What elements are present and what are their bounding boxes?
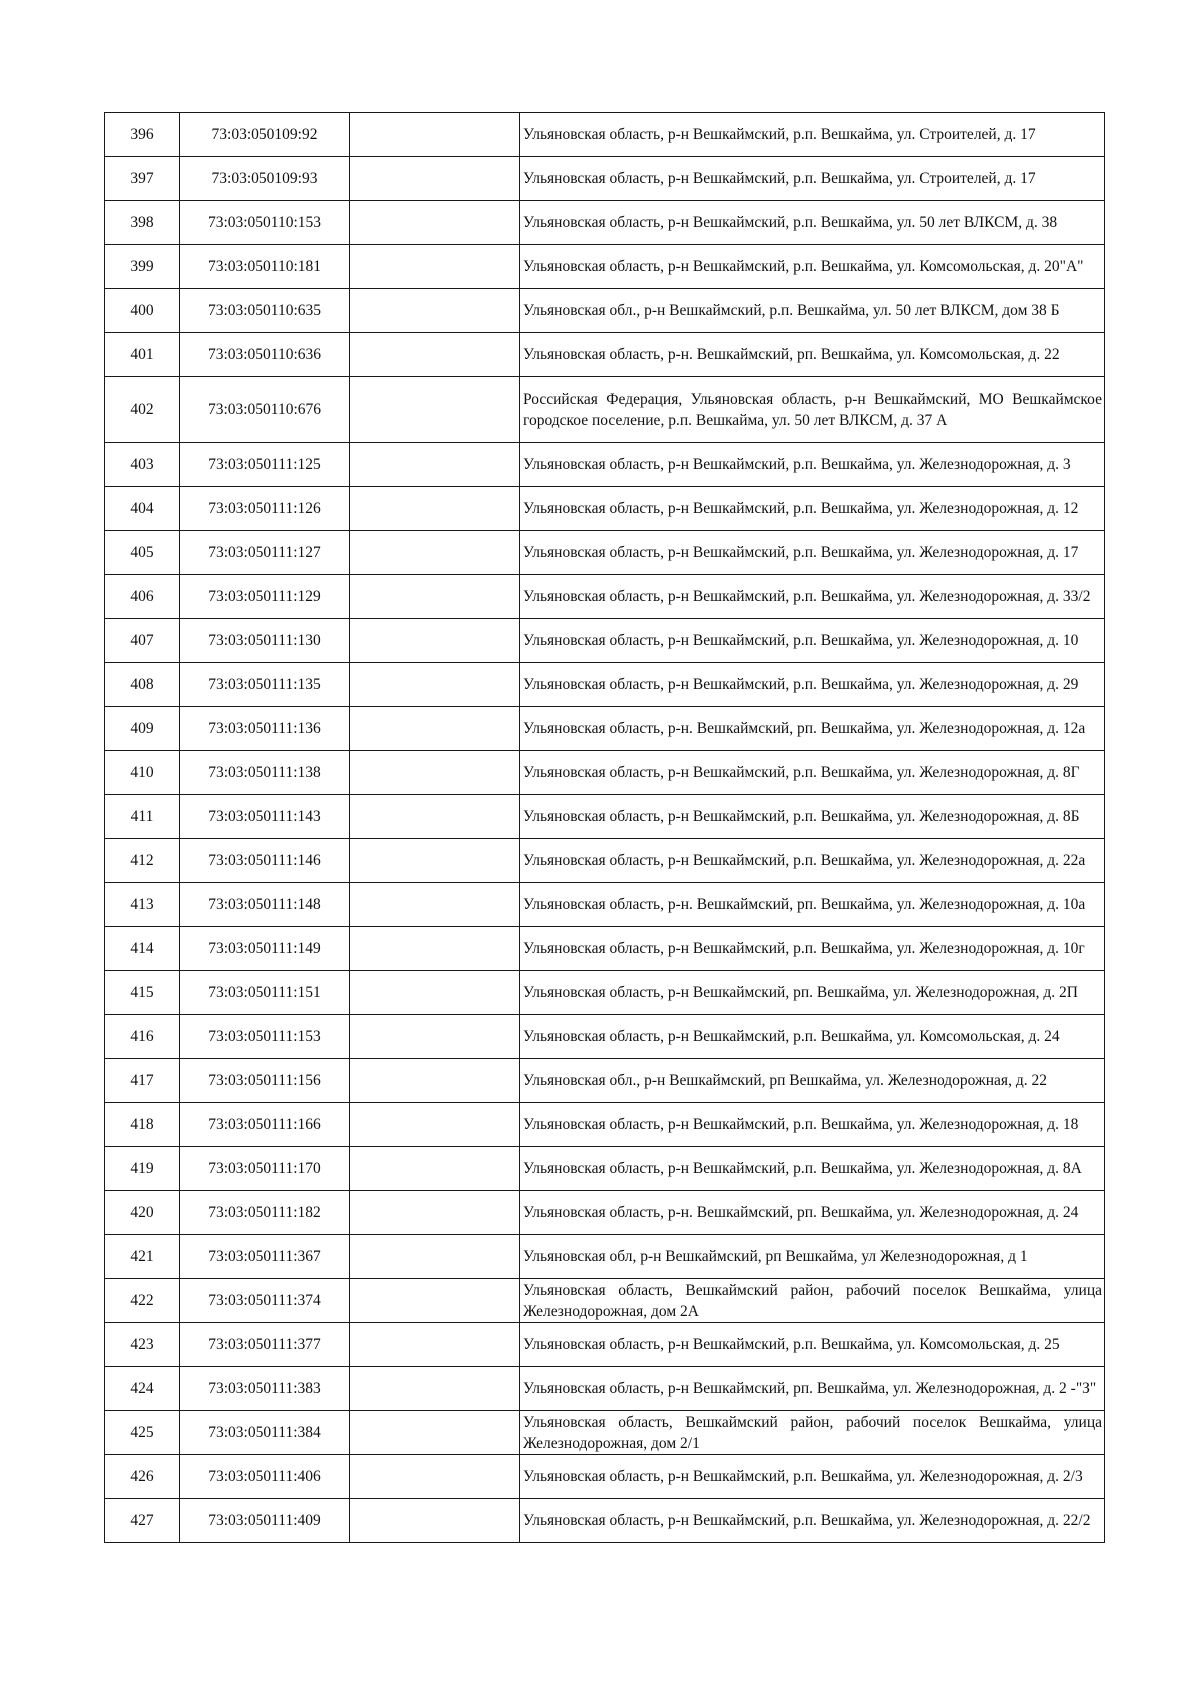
empty-cell	[350, 333, 520, 377]
address-cell: Ульяновская область, р-н Вешкаймский, р.п. Вешкайма, ул. Железнодорожная, д. 3	[520, 443, 1105, 487]
address-cell: Ульяновская область, р-н Вешкаймский, р.п. Вешкайма, ул. Строителей, д. 17	[520, 113, 1105, 157]
address-cell: Ульяновская область, р-н Вешкаймский, р.п. Вешкайма, ул. Железнодорожная, д. 22а	[520, 839, 1105, 883]
empty-cell	[350, 1147, 520, 1191]
empty-cell	[350, 1015, 520, 1059]
empty-cell	[350, 1411, 520, 1455]
cadastral-number-cell: 73:03:050110:153	[180, 201, 350, 245]
row-number-cell: 414	[105, 927, 180, 971]
empty-cell	[350, 927, 520, 971]
address-cell: Ульяновская область, р-н Вешкаймский, р.п. Вешкайма, ул. Железнодорожная, д. 10	[520, 619, 1105, 663]
empty-cell	[350, 289, 520, 333]
empty-cell	[350, 113, 520, 157]
row-number-cell: 398	[105, 201, 180, 245]
row-number-cell: 411	[105, 795, 180, 839]
table-row	[105, 333, 1105, 377]
table-row	[105, 795, 1105, 839]
address-cell: Ульяновская область, р-н. Вешкаймский, рп. Вешкайма, ул. Комсомольская, д. 22	[520, 333, 1105, 377]
row-number-cell: 419	[105, 1147, 180, 1191]
row-number-cell: 427	[105, 1499, 180, 1543]
empty-cell	[350, 487, 520, 531]
row-number-cell: 406	[105, 575, 180, 619]
empty-cell	[350, 1367, 520, 1411]
address-cell: Ульяновская обл., р-н Вешкаймский, рп Вешкайма, ул. Железнодорожная, д. 22	[520, 1059, 1105, 1103]
table-row	[105, 157, 1105, 201]
address-cell: Российская Федерация, Ульяновская область, р-н Вешкаймский, МО Вешкаймское городское поселение, р.п. Вешкайма, ул. 50 лет ВЛКСМ, д. 37 А	[520, 377, 1105, 443]
row-number-cell: 425	[105, 1411, 180, 1455]
table-row	[105, 1059, 1105, 1103]
cadastral-number-cell: 73:03:050111:153	[180, 1015, 350, 1059]
table-row	[105, 1455, 1105, 1499]
empty-cell	[350, 707, 520, 751]
row-number-cell: 400	[105, 289, 180, 333]
row-number-cell: 408	[105, 663, 180, 707]
address-cell: Ульяновская область, р-н Вешкаймский, р.п. Вешкайма, ул. Железнодорожная, д. 22/2	[520, 1499, 1105, 1543]
empty-cell	[350, 751, 520, 795]
table-row	[105, 443, 1105, 487]
address-cell: Ульяновская область, р-н Вешкаймский, р.п. Вешкайма, ул. 50 лет ВЛКСМ, д. 38	[520, 201, 1105, 245]
cadastral-number-cell: 73:03:050111:126	[180, 487, 350, 531]
cadastral-number-cell: 73:03:050111:135	[180, 663, 350, 707]
table-row	[105, 201, 1105, 245]
empty-cell	[350, 1059, 520, 1103]
address-cell: Ульяновская область, р-н Вешкаймский, р.п. Вешкайма, ул. Комсомольская, д. 25	[520, 1323, 1105, 1367]
cadastral-number-cell: 73:03:050111:384	[180, 1411, 350, 1455]
empty-cell	[350, 971, 520, 1015]
table-row	[105, 971, 1105, 1015]
cadastral-number-cell: 73:03:050111:129	[180, 575, 350, 619]
cadastral-number-cell: 73:03:050111:151	[180, 971, 350, 1015]
row-number-cell: 407	[105, 619, 180, 663]
address-cell: Ульяновская область, р-н Вешкаймский, р.п. Вешкайма, ул. Железнодорожная, д. 8А	[520, 1147, 1105, 1191]
table-row	[105, 1015, 1105, 1059]
empty-cell	[350, 1235, 520, 1279]
empty-cell	[350, 1103, 520, 1147]
cadastral-number-cell: 73:03:050109:92	[180, 113, 350, 157]
table-row	[105, 883, 1105, 927]
address-cell: Ульяновская область, р-н Вешкаймский, рп. Вешкайма, ул. Железнодорожная, д. 2П	[520, 971, 1105, 1015]
empty-cell	[350, 1279, 520, 1323]
cadastral-number-cell: 73:03:050111:374	[180, 1279, 350, 1323]
address-cell: Ульяновская область, Вешкаймский район, рабочий поселок Вешкайма, улица Железнодорожная, дом 2А	[520, 1279, 1105, 1323]
table-row	[105, 1279, 1105, 1323]
address-cell: Ульяновская область, р-н Вешкаймский, р.п. Вешкайма, ул. Железнодорожная, д. 8Г	[520, 751, 1105, 795]
cadastral-number-cell: 73:03:050109:93	[180, 157, 350, 201]
cadastral-number-cell: 73:03:050111:367	[180, 1235, 350, 1279]
table-row	[105, 487, 1105, 531]
cadastral-number-cell: 73:03:050111:130	[180, 619, 350, 663]
address-cell: Ульяновская область, р-н Вешкаймский, р.п. Вешкайма, ул. Железнодорожная, д. 18	[520, 1103, 1105, 1147]
table-row	[105, 751, 1105, 795]
address-cell: Ульяновская обл., р-н Вешкаймский, р.п. Вешкайма, ул. 50 лет ВЛКСМ, дом 38 Б	[520, 289, 1105, 333]
address-cell: Ульяновская область, р-н Вешкаймский, р.п. Вешкайма, ул. Железнодорожная, д. 8Б	[520, 795, 1105, 839]
address-cell: Ульяновская обл, р-н Вешкаймский, рп Вешкайма, ул Железнодорожная, д 1	[520, 1235, 1105, 1279]
row-number-cell: 423	[105, 1323, 180, 1367]
cadastral-number-cell: 73:03:050110:636	[180, 333, 350, 377]
row-number-cell: 409	[105, 707, 180, 751]
cadastral-number-cell: 73:03:050111:182	[180, 1191, 350, 1235]
table-row	[105, 1367, 1105, 1411]
row-number-cell: 416	[105, 1015, 180, 1059]
row-number-cell: 418	[105, 1103, 180, 1147]
address-cell: Ульяновская область, р-н Вешкаймский, р.п. Вешкайма, ул. Комсомольская, д. 20"А"	[520, 245, 1105, 289]
table-row	[105, 663, 1105, 707]
empty-cell	[350, 157, 520, 201]
address-cell: Ульяновская область, р-н. Вешкаймский, рп. Вешкайма, ул. Железнодорожная, д. 12а	[520, 707, 1105, 751]
row-number-cell: 399	[105, 245, 180, 289]
empty-cell	[350, 1191, 520, 1235]
cadastral-number-cell: 73:03:050110:181	[180, 245, 350, 289]
address-cell: Ульяновская область, р-н Вешкаймский, р.п. Вешкайма, ул. Железнодорожная, д. 12	[520, 487, 1105, 531]
empty-cell	[350, 839, 520, 883]
row-number-cell: 415	[105, 971, 180, 1015]
address-cell: Ульяновская область, р-н Вешкаймский, р.п. Вешкайма, ул. Железнодорожная, д. 33/2	[520, 575, 1105, 619]
table-row	[105, 531, 1105, 575]
cadastral-number-cell: 73:03:050111:406	[180, 1455, 350, 1499]
address-cell: Ульяновская область, р-н Вешкаймский, р.п. Вешкайма, ул. Комсомольская, д. 24	[520, 1015, 1105, 1059]
row-number-cell: 410	[105, 751, 180, 795]
table-row	[105, 575, 1105, 619]
cadastral-number-cell: 73:03:050110:635	[180, 289, 350, 333]
address-cell: Ульяновская область, р-н. Вешкаймский, рп. Вешкайма, ул. Железнодорожная, д. 24	[520, 1191, 1105, 1235]
address-cell: Ульяновская область, р-н Вешкаймский, р.п. Вешкайма, ул. Железнодорожная, д. 2/3	[520, 1455, 1105, 1499]
empty-cell	[350, 575, 520, 619]
cadastral-number-cell: 73:03:050111:143	[180, 795, 350, 839]
property-register-table	[104, 112, 1105, 1543]
table-row	[105, 113, 1105, 157]
empty-cell	[350, 663, 520, 707]
row-number-cell: 412	[105, 839, 180, 883]
table-row	[105, 289, 1105, 333]
cadastral-number-cell: 73:03:050111:148	[180, 883, 350, 927]
table-row	[105, 927, 1105, 971]
table-row	[105, 1323, 1105, 1367]
row-number-cell: 397	[105, 157, 180, 201]
address-cell: Ульяновская область, р-н. Вешкаймский, рп. Вешкайма, ул. Железнодорожная, д. 10а	[520, 883, 1105, 927]
row-number-cell: 421	[105, 1235, 180, 1279]
row-number-cell: 420	[105, 1191, 180, 1235]
address-cell: Ульяновская область, р-н Вешкаймский, р.п. Вешкайма, ул. Строителей, д. 17	[520, 157, 1105, 201]
table-row	[105, 1147, 1105, 1191]
cadastral-number-cell: 73:03:050111:146	[180, 839, 350, 883]
row-number-cell: 424	[105, 1367, 180, 1411]
cadastral-number-cell: 73:03:050111:166	[180, 1103, 350, 1147]
cadastral-number-cell: 73:03:050111:149	[180, 927, 350, 971]
cadastral-number-cell: 73:03:050111:377	[180, 1323, 350, 1367]
cadastral-number-cell: 73:03:050111:127	[180, 531, 350, 575]
row-number-cell: 422	[105, 1279, 180, 1323]
cadastral-number-cell: 73:03:050111:125	[180, 443, 350, 487]
cadastral-number-cell: 73:03:050111:170	[180, 1147, 350, 1191]
cadastral-number-cell: 73:03:050110:676	[180, 377, 350, 443]
empty-cell	[350, 795, 520, 839]
table-row	[105, 1103, 1105, 1147]
empty-cell	[350, 619, 520, 663]
table-row	[105, 1411, 1105, 1455]
empty-cell	[350, 1455, 520, 1499]
address-cell: Ульяновская область, р-н Вешкаймский, рп. Вешкайма, ул. Железнодорожная, д. 2 -"З"	[520, 1367, 1105, 1411]
row-number-cell: 413	[105, 883, 180, 927]
address-cell: Ульяновская область, р-н Вешкаймский, р.п. Вешкайма, ул. Железнодорожная, д. 17	[520, 531, 1105, 575]
row-number-cell: 417	[105, 1059, 180, 1103]
empty-cell	[350, 443, 520, 487]
table-row	[105, 707, 1105, 751]
table-row	[105, 377, 1105, 443]
address-cell: Ульяновская область, р-н Вешкаймский, р.п. Вешкайма, ул. Железнодорожная, д. 29	[520, 663, 1105, 707]
cadastral-number-cell: 73:03:050111:383	[180, 1367, 350, 1411]
row-number-cell: 403	[105, 443, 180, 487]
table-row	[105, 1191, 1105, 1235]
row-number-cell: 405	[105, 531, 180, 575]
table-row	[105, 245, 1105, 289]
empty-cell	[350, 201, 520, 245]
empty-cell	[350, 531, 520, 575]
register-table-body	[105, 113, 1105, 1543]
table-row	[105, 1235, 1105, 1279]
address-cell: Ульяновская область, р-н Вешкаймский, р.п. Вешкайма, ул. Железнодорожная, д. 10г	[520, 927, 1105, 971]
empty-cell	[350, 1323, 520, 1367]
row-number-cell: 404	[105, 487, 180, 531]
empty-cell	[350, 1499, 520, 1543]
empty-cell	[350, 883, 520, 927]
empty-cell	[350, 377, 520, 443]
row-number-cell: 426	[105, 1455, 180, 1499]
table-row	[105, 839, 1105, 883]
address-cell: Ульяновская область, Вешкаймский район, рабочий поселок Вешкайма, улица Железнодорожная, дом 2/1	[520, 1411, 1105, 1455]
row-number-cell: 396	[105, 113, 180, 157]
table-row	[105, 619, 1105, 663]
table-row	[105, 1499, 1105, 1543]
cadastral-number-cell: 73:03:050111:136	[180, 707, 350, 751]
row-number-cell: 401	[105, 333, 180, 377]
empty-cell	[350, 245, 520, 289]
cadastral-number-cell: 73:03:050111:156	[180, 1059, 350, 1103]
cadastral-number-cell: 73:03:050111:138	[180, 751, 350, 795]
cadastral-number-cell: 73:03:050111:409	[180, 1499, 350, 1543]
row-number-cell: 402	[105, 377, 180, 443]
